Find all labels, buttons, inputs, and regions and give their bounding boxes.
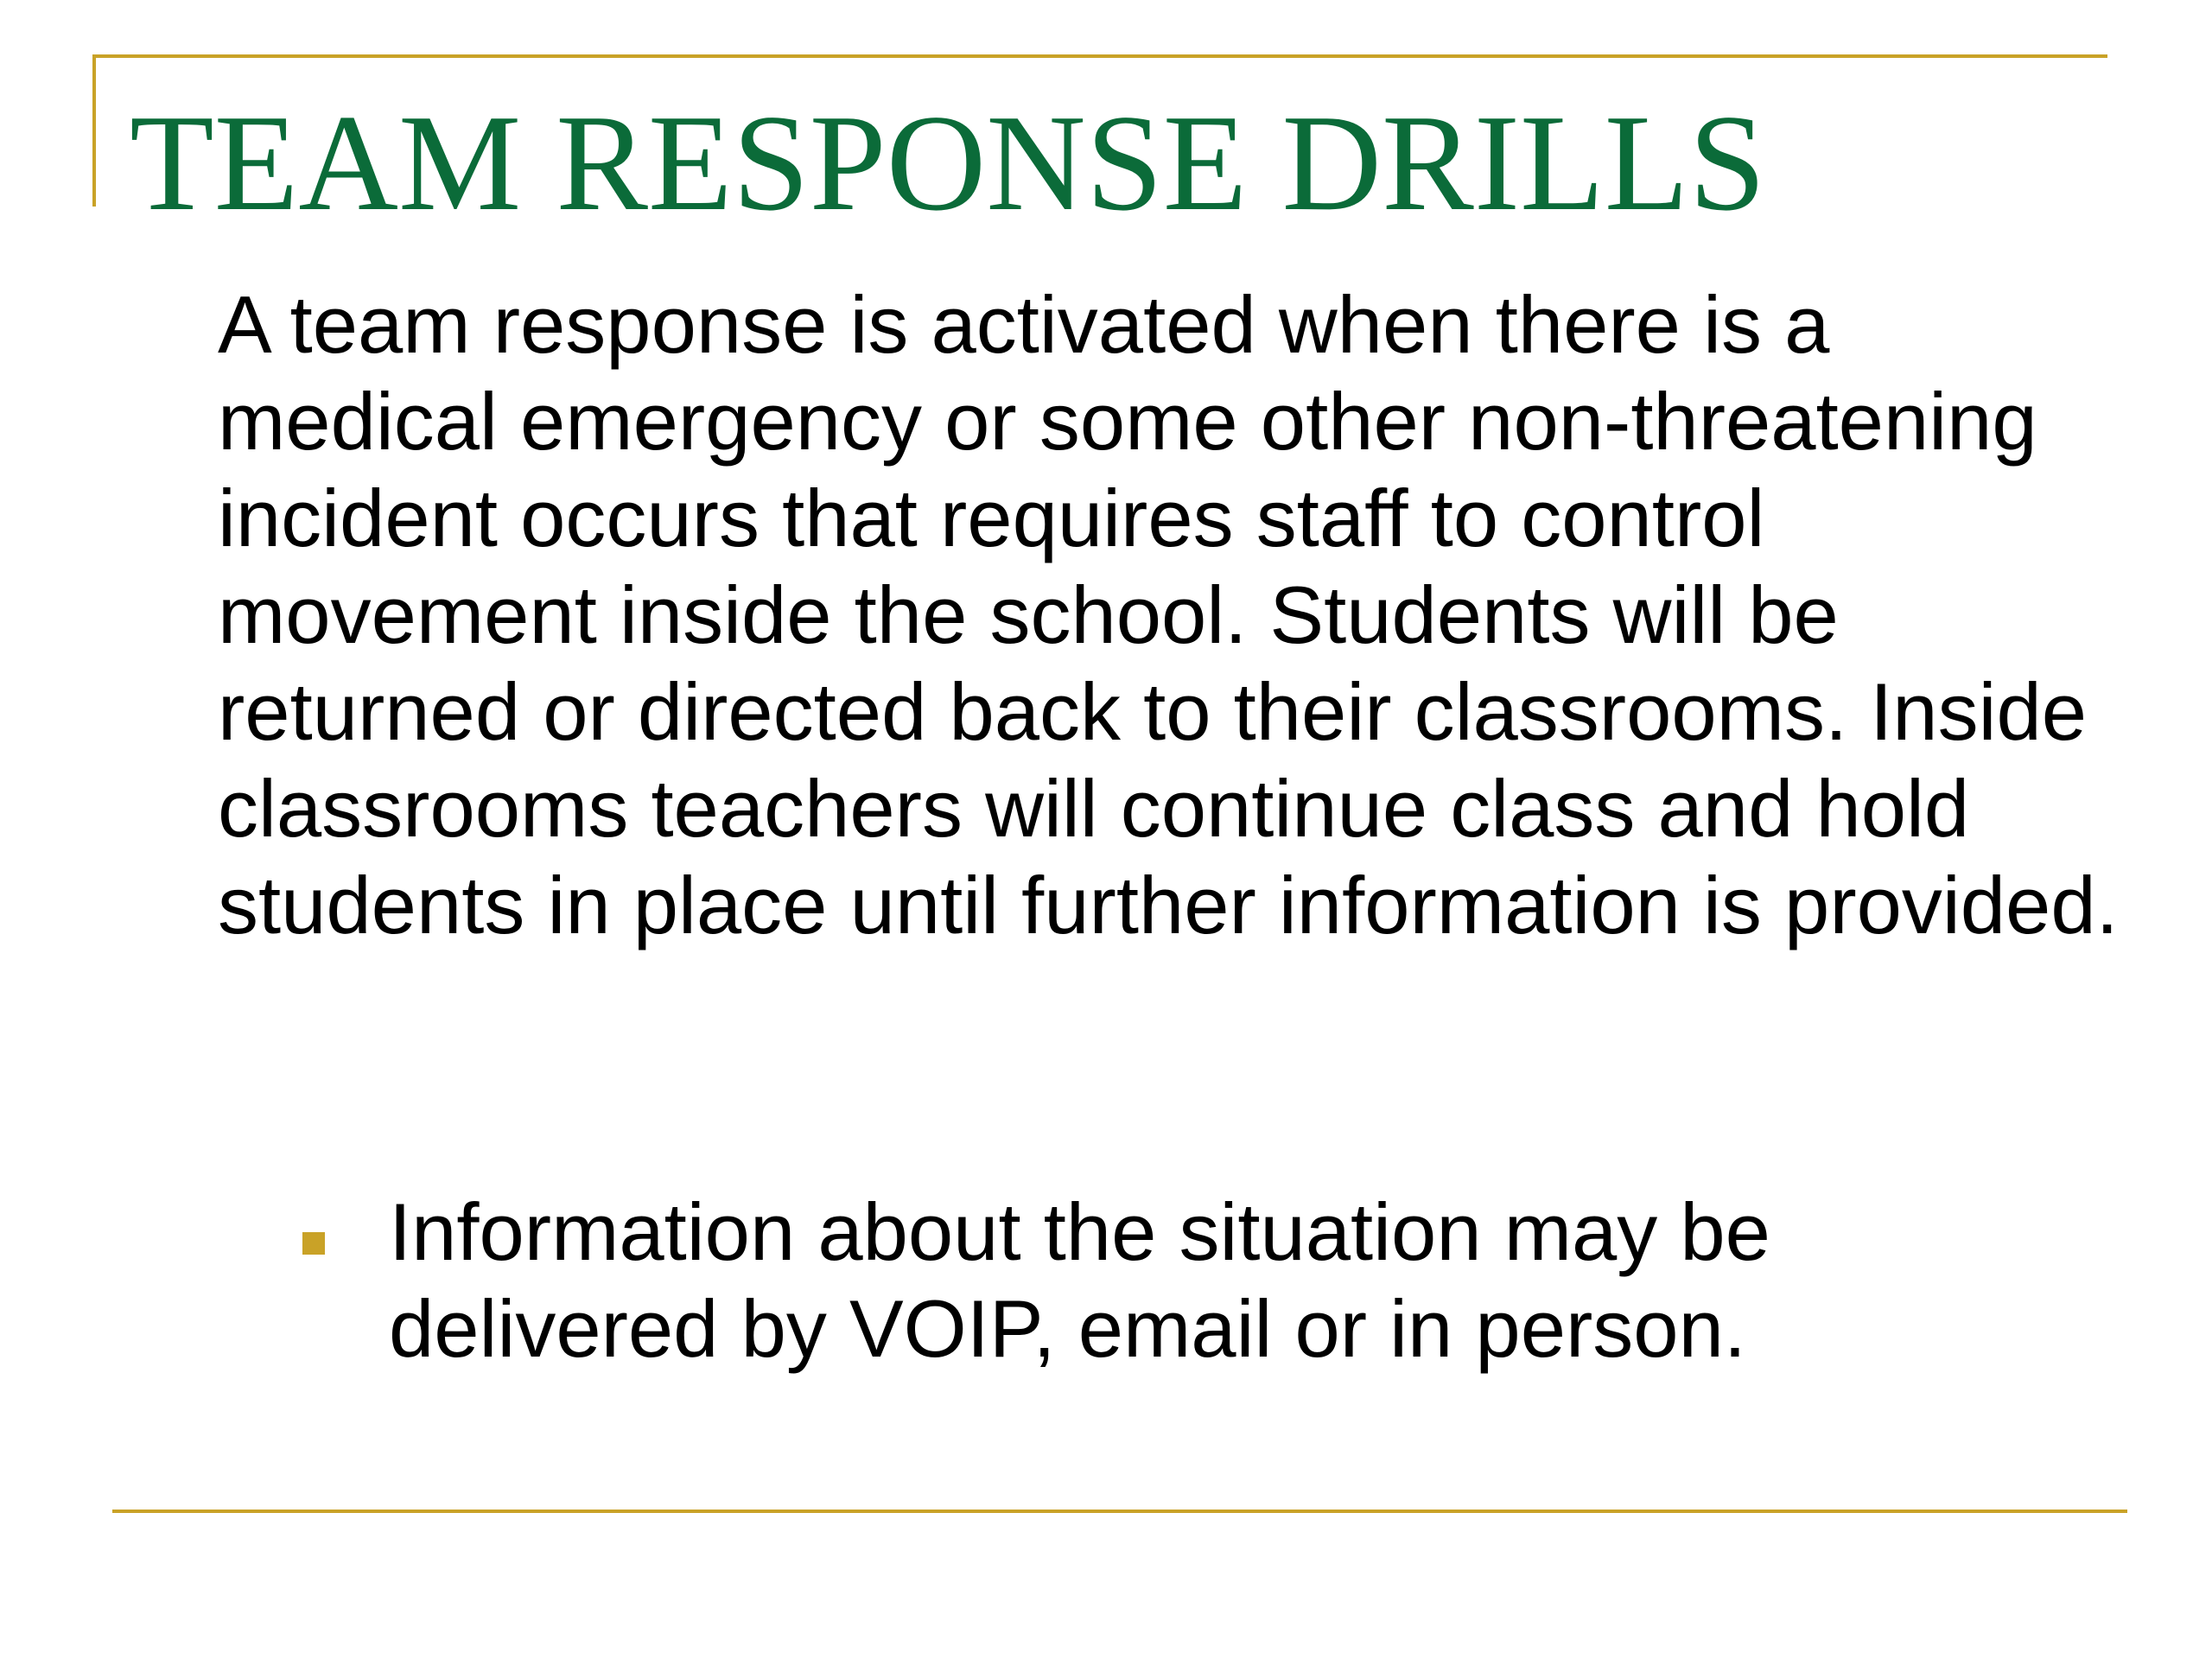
left-accent-rule (92, 54, 96, 207)
square-bullet-icon (302, 1232, 325, 1255)
top-accent-rule (92, 54, 2107, 58)
bullet-text: Information about the situation may be delivered by VOIP, email or in person. (389, 1186, 1770, 1374)
bottom-accent-rule (112, 1510, 2127, 1513)
body-paragraph: A team response is activated when there is a medical emergency or some other non-threatening incident occurs that requires staff to control movement inside the school. Students will be returned or directed back to their classrooms. Inside classrooms teachers will continue class and hold students in place until further information is provided. (218, 279, 2119, 950)
bullet-list-item (302, 1184, 2031, 1377)
slide-title: TEAM RESPONSE DRILLS (130, 86, 1766, 239)
